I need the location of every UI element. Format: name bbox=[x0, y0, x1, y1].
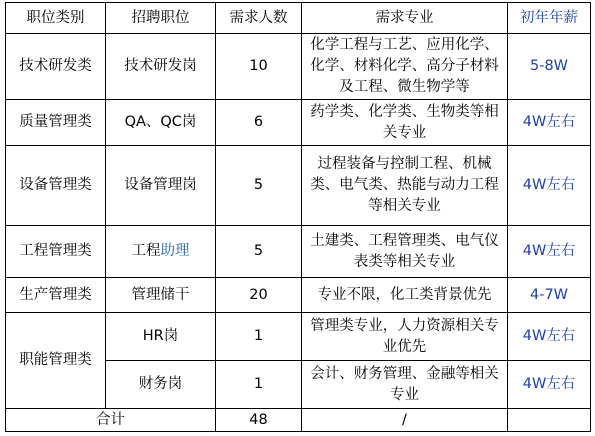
position-cell: 管理储干 bbox=[106, 278, 216, 313]
header-count: 需求人数 bbox=[216, 3, 302, 34]
category-cell: 职能管理类 bbox=[6, 313, 106, 409]
total-major: / bbox=[302, 409, 508, 432]
salary-cell: 4W左右 bbox=[508, 146, 591, 226]
position-cell: QA、QC岗 bbox=[106, 100, 216, 146]
count-cell: 5 bbox=[216, 226, 302, 278]
category-cell: 质量管理类 bbox=[6, 100, 106, 146]
table-row bbox=[6, 100, 591, 146]
major-cell: 管理类专业，人力资源相关专业优先 bbox=[302, 313, 508, 361]
table-row bbox=[6, 146, 591, 226]
salary-cell: 4W左右 bbox=[508, 226, 591, 278]
header-salary: 初年年薪 bbox=[508, 3, 591, 34]
position-cell: 技术研发岗 bbox=[106, 34, 216, 100]
count-cell: 1 bbox=[216, 313, 302, 361]
major-cell: 会计、财务管理、金融等相关专业 bbox=[302, 361, 508, 409]
recruitment-table bbox=[5, 2, 591, 432]
total-row bbox=[6, 409, 591, 432]
count-cell: 6 bbox=[216, 100, 302, 146]
table-row bbox=[6, 313, 591, 361]
category-cell: 技术研发类 bbox=[6, 34, 106, 100]
position-cell: HR岗 bbox=[106, 313, 216, 361]
major-cell: 过程装备与控制工程、机械类、电气类、热能与动力工程等相关专业 bbox=[302, 146, 508, 226]
count-cell: 5 bbox=[216, 146, 302, 226]
count-cell: 20 bbox=[216, 278, 302, 313]
position-prefix: 工程 bbox=[131, 243, 161, 259]
salary-cell: 4W左右 bbox=[508, 361, 591, 409]
header-major: 需求专业 bbox=[302, 3, 508, 34]
salary-cell: 5-8W bbox=[508, 34, 591, 100]
count-cell: 1 bbox=[216, 361, 302, 409]
position-suffix: 助理 bbox=[160, 243, 190, 259]
header-category: 职位类别 bbox=[6, 3, 106, 34]
major-cell: 化学工程与工艺、应用化学、化学、材料化学、高分子材料及工程、微生物学等 bbox=[302, 34, 508, 100]
category-cell: 工程管理类 bbox=[6, 226, 106, 278]
header-position: 招聘职位 bbox=[106, 3, 216, 34]
major-cell: 药学类、化学类、生物类等相关专业 bbox=[302, 100, 508, 146]
total-label: 合计 bbox=[6, 409, 216, 432]
category-cell: 生产管理类 bbox=[6, 278, 106, 313]
position-cell: 设备管理岗 bbox=[106, 146, 216, 226]
major-cell: 专业不限，化工类背景优先 bbox=[302, 278, 508, 313]
category-cell: 设备管理类 bbox=[6, 146, 106, 226]
salary-cell: 4-7W bbox=[508, 278, 591, 313]
table-row bbox=[6, 278, 591, 313]
total-salary bbox=[508, 409, 591, 432]
table-row bbox=[6, 226, 591, 278]
position-cell bbox=[106, 226, 216, 278]
salary-cell: 4W左右 bbox=[508, 313, 591, 361]
header-row bbox=[6, 3, 591, 34]
salary-cell: 4W左右 bbox=[508, 100, 591, 146]
total-count: 48 bbox=[216, 409, 302, 432]
major-cell: 土建类、工程管理类、电气仪表类等相关专业 bbox=[302, 226, 508, 278]
count-cell: 10 bbox=[216, 34, 302, 100]
table-row bbox=[6, 34, 591, 100]
position-cell: 财务岗 bbox=[106, 361, 216, 409]
